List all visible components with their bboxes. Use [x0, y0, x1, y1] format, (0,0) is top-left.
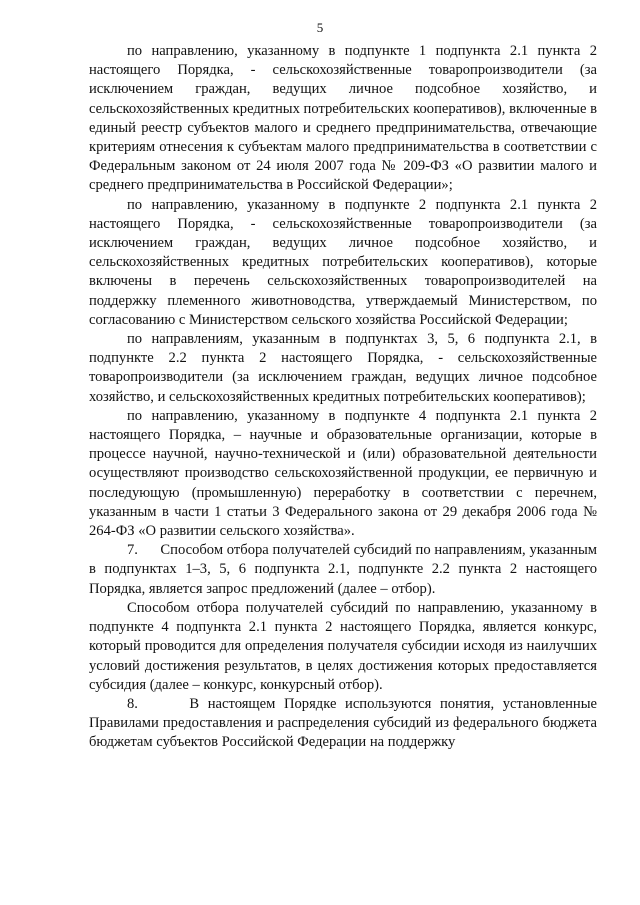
paragraph-direction-4: по направлению, указанному в подпункте 4 подпункта 2.1 пункта 2 настоящего Порядка, – научные и образовательные организации, которые в процессе научной, научно-технической и (или) образовательной деятельности осуществляют производство сельскохозяйственной продукции, ее первичную и последующую (промышленную) переработку в соответствии с перечнем, указанным в части 1 статьи 3 Федерального закона от 29 декабря 2006 года № 264-ФЗ «О развитии сельского хозяйства».	[89, 407, 597, 540]
paragraph-clause-8: 8. В настоящем Порядке используются понятия, установленные Правилами предоставления и распределения субсидий из федерального бюджета бюджетам субъектов Российской Федерации на поддержку	[89, 695, 601, 751]
document-body	[89, 42, 601, 753]
paragraph-clause-7: 7. Способом отбора получателей субсидий по направлениям, указанным в подпунктах 1–3, 5, 6 подпункта 2.1, подпункте 2.2 пункта 2 настоящего Порядка, является запрос предложений (далее – отбор).	[89, 542, 601, 597]
paragraph-direction-2: по направлению, указанному в подпункте 2 подпункта 2.1 пункта 2 настоящего Порядка, - сельскохозяйственные товаропроизводители (за исключением граждан, ведущих личное подсобное хозяйство, и сельскохозяйственных кредитных потребительских кооперативов), которые включены в перечень сельскохозяйственных товаропроизводителей на поддержку племенного животноводства, утверждаемый Министерством, по согласованию с Министерством сельского хозяйства Российской Федерации;	[89, 196, 597, 328]
page-number: 5	[316, 20, 324, 35]
paragraph-contest-selection: Способом отбора получателей субсидий по направлению, указанному в подпункте 4 подпункта 2.1 пункта 2 настоящего Порядка, является конкурс, который проводится для определения получателя субсидии исходя из наилучших условий достижения результатов, в целях достижения которых предоставляется субсидия (далее – конкурс, конкурсный отбор).	[89, 599, 597, 693]
paragraph-directions-3-5-6: по направлениям, указанным в подпунктах 3, 5, 6 подпункта 2.1, в подпункте 2.2 пункта 2 настоящего Порядка, - сельскохозяйственные товаропроизводители (за исключением граждан, ведущих личное подсобное хозяйство, и сельскохозяйственных кредитных потребительских кооперативов);	[89, 331, 597, 405]
paragraph-direction-1: по направлению, указанному в подпункте 1 подпункта 2.1 пункта 2 настоящего Порядка, - сельскохозяйственные товаропроизводители (за исключением граждан, ведущих личное подсобное хозяйство, и сельскохозяйственных кредитных потребительских кооперативов), включенные в единый реестр субъектов малого и среднего предпринимательства, отвечающие критериям отнесения к субъектам малого предпринимательства в соответствии с Федеральным законом от 24 июля 2007 года № 209-ФЗ «О развитии малого и среднего предпринимательства в Российской Федерации»;	[89, 43, 597, 194]
